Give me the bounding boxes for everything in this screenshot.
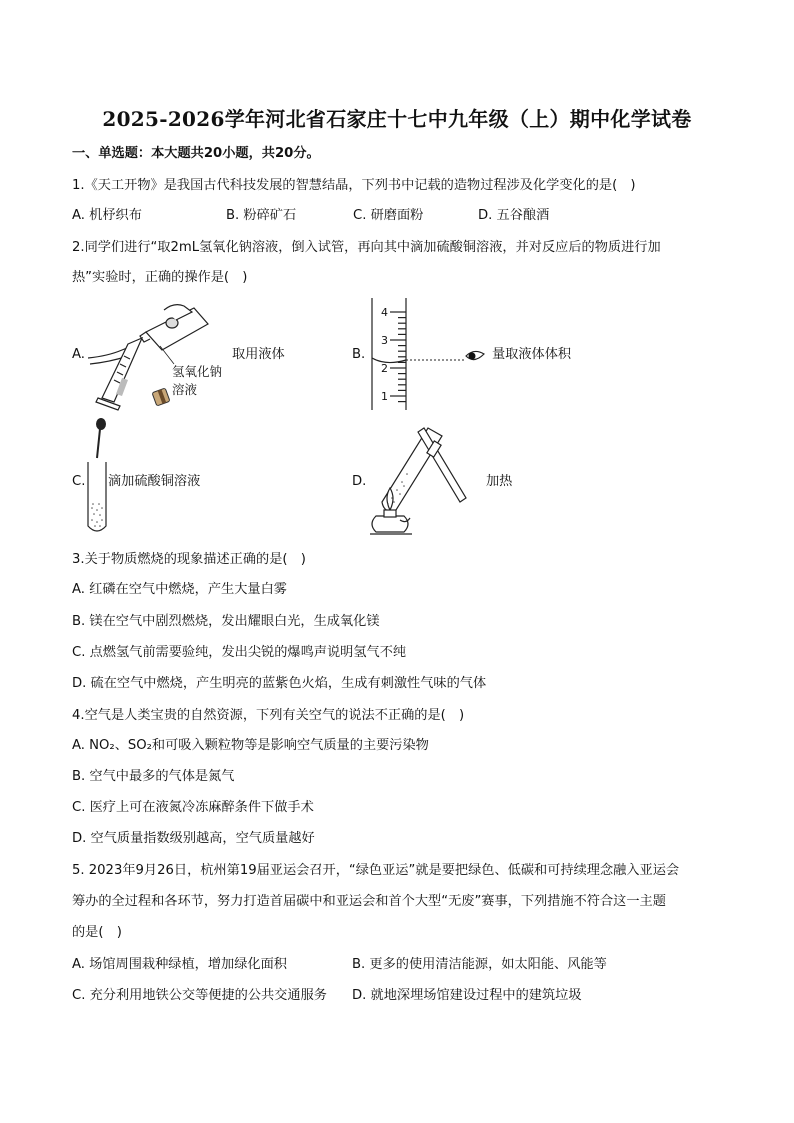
q1-option-c: C. 研磨面粉	[353, 208, 424, 223]
q2-a-reagent-line1: 氢氧化钠	[172, 364, 223, 379]
q3-option-b: B. 镁在空气中剧烈燃烧，发出耀眼白光，生成氧化镁	[72, 614, 380, 629]
q3-option-a: A. 红磷在空气中燃烧，产生大量白雾	[72, 582, 287, 597]
q4-option-a: A. NO₂、SO₂和可吸入颗粒物等是影响空气质量的主要污染物	[72, 738, 429, 753]
q2-option-c-letter: C.	[72, 474, 86, 489]
question-5-stem-line3: 的是( )	[72, 925, 122, 940]
q2-option-b-letter: B.	[352, 347, 366, 362]
section-heading: 一、单选题：本大题共20小题，共20分。	[72, 146, 320, 161]
q1-option-d: D. 五谷酿酒	[478, 208, 550, 223]
tick-label-2: 2	[381, 362, 388, 375]
graduated-cylinder-figure	[366, 298, 496, 412]
question-5-stem-line1: 5. 2023年9月26日，杭州第19届亚运会召开，“绿色亚运”就是要把绿色、低碳和可持续理念融入亚运会	[72, 863, 680, 878]
question-3-stem: 3.关于物质燃烧的现象描述正确的是( )	[72, 552, 306, 567]
q1-option-b: B. 粉碎矿石	[226, 208, 297, 223]
question-2-stem-line1: 2.同学们进行“取2mL氢氧化钠溶液，倒入试管，再向其中滴加硫酸铜溶液，并对反应后的物质进行加	[72, 240, 661, 255]
q2-a-reagent-line2: 溶液	[172, 382, 198, 397]
q5-option-b: B. 更多的使用清洁能源，如太阳能、风能等	[352, 957, 607, 972]
heating-test-tube-figure	[364, 418, 474, 540]
q5-option-c: C. 充分利用地铁公交等便捷的公共交通服务	[72, 988, 327, 1003]
q5-option-a: A. 场馆周围栽种绿植，增加绿化面积	[72, 957, 287, 972]
q5-option-d: D. 就地深埋场馆建设过程中的建筑垃圾	[352, 988, 582, 1003]
q4-option-b: B. 空气中最多的气体是氮气	[72, 769, 235, 784]
q2-option-d-letter: D.	[352, 474, 367, 489]
question-2-stem-line2: 热”实验时，正确的操作是( )	[72, 270, 248, 285]
q1-option-a: A. 机杼织布	[72, 208, 142, 223]
pouring-liquid-figure	[88, 298, 223, 413]
tick-label-1: 1	[381, 390, 388, 403]
tick-label-4: 4	[381, 306, 388, 319]
q3-option-c: C. 点燃氢气前需要验纯，发出尖锐的爆鸣声说明氢气不纯	[72, 645, 407, 660]
question-1-stem: 1.《天工开物》是我国古代科技发展的智慧结晶，下列书中记载的造物过程涉及化学变化的是( )	[72, 178, 636, 193]
q4-option-d: D. 空气质量指数级别越高，空气质量越好	[72, 831, 315, 846]
q2-option-c-label: 滴加硫酸铜溶液	[108, 474, 201, 489]
q2-option-a-letter: A.	[72, 347, 85, 362]
tick-label-3: 3	[381, 334, 388, 347]
exam-title: 2025-2026学年河北省石家庄十七中九年级（上）期中化学试卷	[102, 107, 692, 131]
q2-option-d-label: 加热	[486, 474, 513, 489]
q4-option-c: C. 医疗上可在液氮冷冻麻醉条件下做手术	[72, 800, 314, 815]
question-4-stem: 4.空气是人类宝贵的自然资源，下列有关空气的说法不正确的是( )	[72, 708, 465, 723]
question-5-stem-line2: 筹办的全过程和各环节，努力打造首届碳中和亚运会和首个大型“无废”赛事，下列措施不符合这一主题	[72, 894, 666, 909]
q3-option-d: D. 硫在空气中燃烧，产生明亮的蓝紫色火焰，生成有刺激性气味的气体	[72, 676, 487, 691]
q2-option-a-label: 取用液体	[232, 347, 285, 362]
q2-option-b-label: 量取液体体积	[492, 347, 572, 362]
